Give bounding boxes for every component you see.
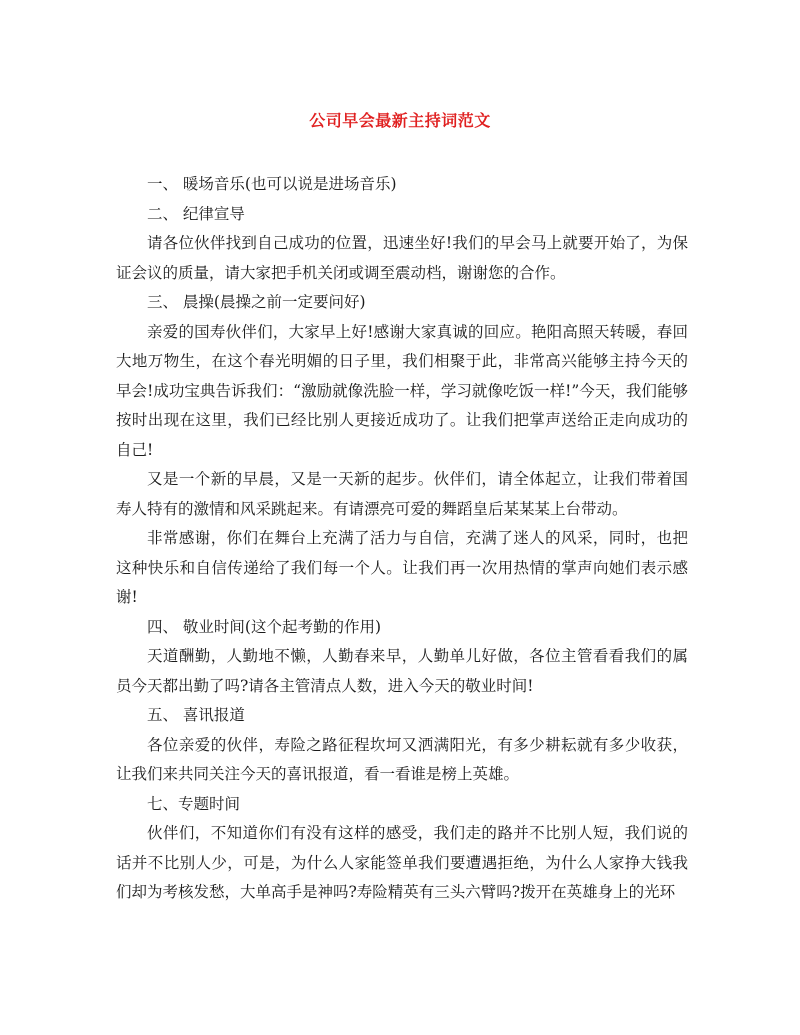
section-heading: 七、专题时间 [147,794,241,813]
section-heading: 一、 暖场音乐(也可以说是进场音乐) [147,175,397,193]
paragraph: 亲爱的国寿伙伴们，大家早上好!感谢大家真诚的回应。艳阳高照天转暖，春回大地万物生，在这个春光明媚的日子里，我们相聚于此，非常高兴能够主持今天的早会!成功宝典告诉我们：“激励就像洗脸一样，学习就像吃饭一样!”今天，我们能够按时出现在这里，我们已经比别人更接近成功了。让我们把掌声送给正走向成功的自己! [116,322,688,459]
paragraph: 请各位伙伴找到自己成功的位置，迅速坐好!我们的早会马上就要开始了，为保证会议的质量，请大家把手机关闭或调至震动档，谢谢您的合作。 [116,234,688,282]
paragraph: 各位亲爱的伙伴，寿险之路征程坎坷又洒满阳光，有多少耕耘就有多少收获，让我们来共同关注今天的喜讯报道，看一看谁是榜上英雄。 [116,735,688,783]
paragraph: 又是一个新的早晨，又是一天新的起步。伙伴们，请全体起立，让我们带着国寿人特有的激情和风采跳起来。有请漂亮可爱的舞蹈皇后某某某上台带动。 [116,470,688,518]
paragraph: 非常感谢，你们在舞台上充满了活力与自信，充满了迷人的风采，同时，也把这种快乐和自信传递给了我们每一个人。让我们再一次用热情的掌声向她们表示感谢! [116,529,688,606]
paragraph: 伙伴们，不知道你们有没有这样的感受，我们走的路并不比别人短，我们说的话并不比别人少，可是，为什么人家能签单我们要遭遇拒绝，为什么人家挣大钱我们却为考核发愁，大单高手是神吗?寿险精英有三头六臂吗?拨开在英雄身上的光环 [116,824,688,901]
document-body [116,170,688,908]
paragraph: 天道酬勤，人勤地不懒，人勤春来早，人勤单儿好做，各位主管看看我们的属员今天都出勤了吗?请各主管清点人数，进入今天的敬业时间! [116,647,688,695]
section-heading: 五、 喜讯报道 [147,706,245,724]
section-heading: 三、 晨操(晨操之前一定要问好) [147,293,366,311]
section-heading: 四、 敬业时间(这个起考勤的作用) [147,617,382,636]
section-heading: 二、 纪律宣导 [147,204,245,223]
document-title: 公司早会最新主持词范文 [309,111,491,130]
